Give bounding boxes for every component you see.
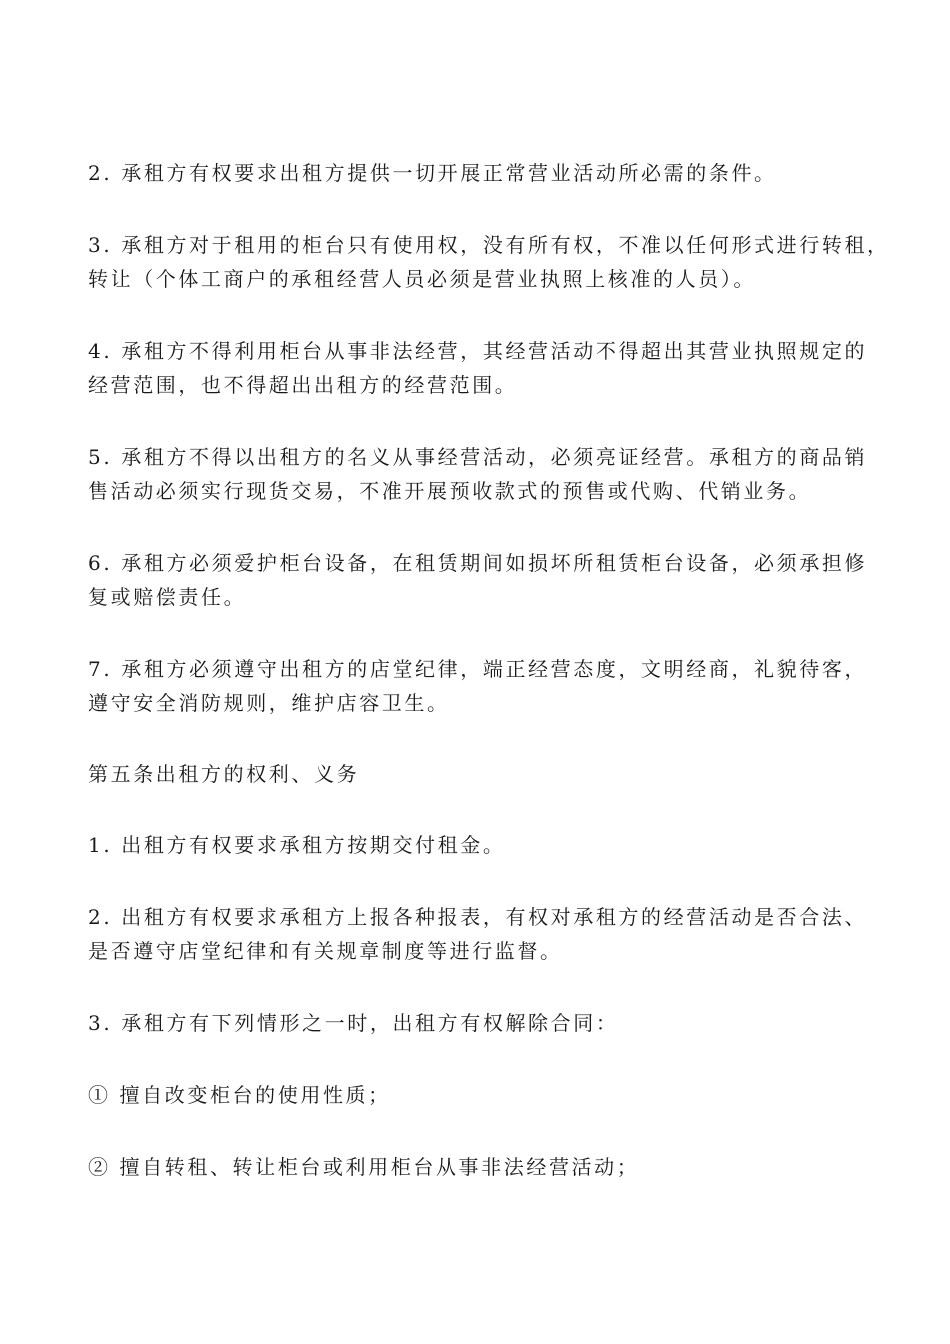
paragraph-4-illegal-business [88, 334, 888, 402]
text-line: ① 擅自改变柜台的使用性质； [88, 1083, 391, 1107]
document-body [88, 156, 888, 1184]
text-line: 3. 承租方有下列情形之一时，出租方有权解除合同： [88, 1011, 619, 1035]
paragraph-lessor-3-termination [88, 1006, 888, 1040]
paragraph-2-conditions [88, 156, 888, 190]
list-item-circle-1 [88, 1078, 888, 1112]
text-line: 2. 承租方有权要求出租方提供一切开展正常营业活动所必需的条件。 [88, 161, 777, 185]
text-line: 7. 承租方必须遵守出租方的店堂纪律，端正经营态度，文明经商，礼貌待客， [88, 657, 868, 681]
text-line: 5. 承租方不得以出租方的名义从事经营活动，必须亮证经营。承租方的商品销 [88, 445, 868, 469]
paragraph-6-equipment-care [88, 546, 888, 614]
paragraph-lessor-1-rent [88, 828, 888, 862]
paragraph-3-usage-right [88, 228, 888, 296]
text-line: ② 擅自转租、转让柜台或利用柜台从事非法经营活动； [88, 1155, 640, 1179]
text-line: 4. 承租方不得利用柜台从事非法经营，其经营活动不得超出其营业执照规定的 [88, 339, 868, 363]
text-line: 售活动必须实行现货交易，不准开展预收款式的预售或代购、代销业务。 [88, 479, 812, 503]
text-line: 经营范围，也不得超出出租方的经营范围。 [88, 373, 518, 397]
paragraph-7-store-discipline [88, 652, 888, 720]
text-line: 2. 出租方有权要求承租方上报各种报表，有权对承租方的经营活动是否合法、 [88, 905, 868, 929]
text-line: 遵守安全消防规则，维护店容卫生。 [88, 691, 450, 715]
text-line: 复或赔偿责任。 [88, 585, 247, 609]
list-item-circle-2 [88, 1150, 888, 1184]
section-heading-article-5 [88, 757, 888, 791]
paragraph-5-licensed-business [88, 440, 888, 508]
text-line: 转让（个体工商户的承租经营人员必须是营业执照上核准的人员）。 [88, 267, 756, 291]
text-line: 3. 承租方对于租用的柜台只有使用权，没有所有权，不准以任何形式进行转租， [88, 233, 890, 257]
text-line: 6. 承租方必须爱护柜台设备，在租赁期间如损坏所租赁柜台设备，必须承担修 [88, 551, 868, 575]
paragraph-lessor-2-supervision [88, 900, 888, 968]
text-line: 1. 出租方有权要求承租方按期交付租金。 [88, 833, 506, 857]
text-line: 第五条出租方的权利、义务 [88, 762, 360, 786]
text-line: 是否遵守店堂纪律和有关规章制度等进行监督。 [88, 939, 563, 963]
